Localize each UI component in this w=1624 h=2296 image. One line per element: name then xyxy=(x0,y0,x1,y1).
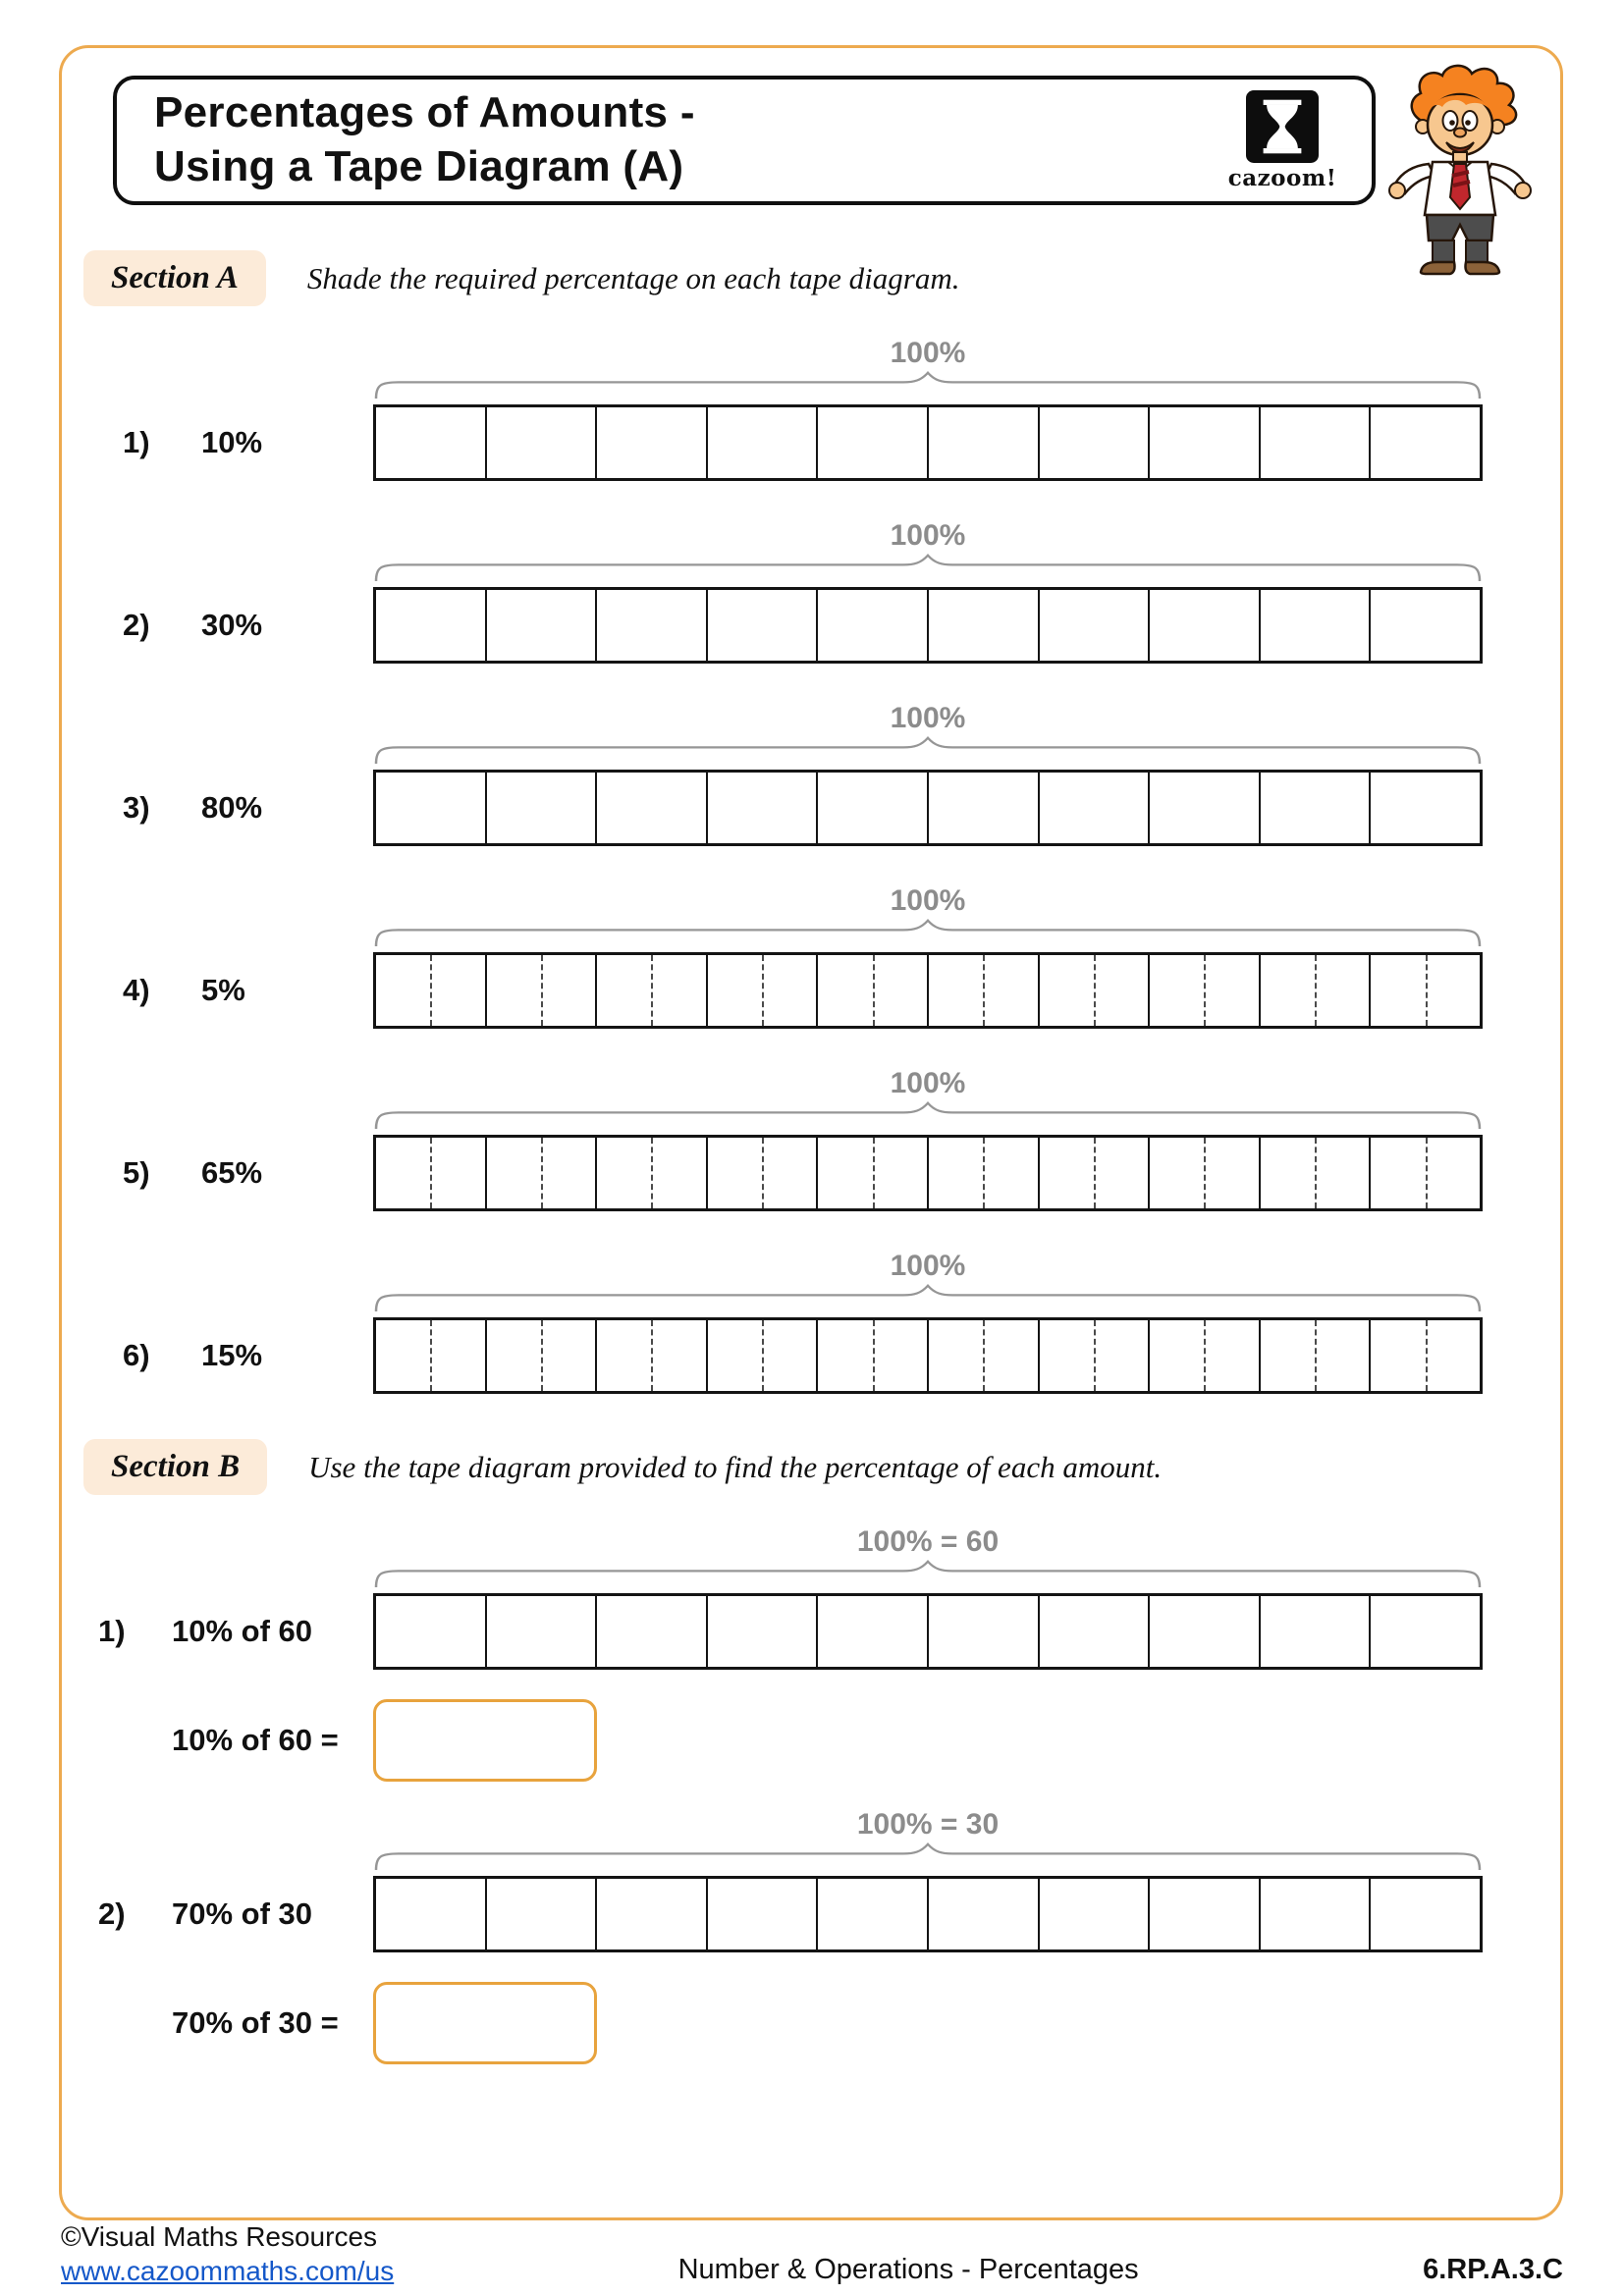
brace-group xyxy=(373,1066,1483,1129)
tape-diagram xyxy=(373,404,1483,481)
title-box xyxy=(113,76,1376,205)
brace-label: 100% xyxy=(890,337,966,369)
answer-box[interactable] xyxy=(373,1982,597,2064)
tape-cell[interactable] xyxy=(376,955,487,1026)
problem-number: 1) xyxy=(98,1614,126,1648)
tape-cell[interactable] xyxy=(1150,407,1261,478)
problem-value: 70% of 30 xyxy=(172,1896,313,1931)
footer-topic-label: Number & Operations - Percentages xyxy=(677,2254,1139,2285)
tape-row xyxy=(62,952,1560,1029)
section-a-header xyxy=(83,250,1560,306)
brace-label: 100% xyxy=(890,519,966,552)
brace-group xyxy=(373,1524,1483,1587)
tape-cell[interactable] xyxy=(1261,773,1372,843)
page-title-line1: Percentages of Amounts - xyxy=(154,88,695,137)
tape-cell[interactable] xyxy=(487,773,598,843)
brace-label: 100% xyxy=(890,1067,966,1099)
tape-cell[interactable] xyxy=(487,1879,598,1949)
tape-cell[interactable] xyxy=(929,590,1040,661)
tape-cell[interactable] xyxy=(818,590,929,661)
tape-cell[interactable] xyxy=(1150,955,1261,1026)
tape-cell[interactable] xyxy=(1371,1879,1480,1949)
section-b-instruction: Use the tape diagram provided to find the percentage of each amount. xyxy=(308,1449,1163,1484)
tape-cell[interactable] xyxy=(1040,1596,1151,1667)
tape-cell[interactable] xyxy=(597,773,708,843)
tape-row xyxy=(62,1135,1560,1211)
problem-row xyxy=(62,1249,1560,1394)
answer-label: 10% of 60 = xyxy=(172,1723,339,1757)
tape-cell[interactable] xyxy=(597,407,708,478)
tape-cell[interactable] xyxy=(487,955,598,1026)
brace-group xyxy=(373,518,1483,581)
brace-group xyxy=(373,1249,1483,1311)
problem-value: 30% xyxy=(201,608,263,642)
tape-cell[interactable] xyxy=(597,1138,708,1208)
problem-row xyxy=(62,336,1560,481)
tape-cell[interactable] xyxy=(1261,1596,1372,1667)
page-title-line2: Using a Tape Diagram (A) xyxy=(154,142,684,190)
tape-cell[interactable] xyxy=(597,1879,708,1949)
tape-cell[interactable] xyxy=(1371,1138,1480,1208)
tape-cell[interactable] xyxy=(708,407,819,478)
brace-label: 100% xyxy=(890,702,966,734)
tape-cell[interactable] xyxy=(818,773,929,843)
tape-cell[interactable] xyxy=(929,955,1040,1026)
tape-cell[interactable] xyxy=(929,1879,1040,1949)
tape-cell[interactable] xyxy=(487,590,598,661)
standard-code: 6.RP.A.3.C xyxy=(1423,2254,1563,2285)
answer-box[interactable] xyxy=(373,1699,597,1782)
tape-cell[interactable] xyxy=(818,407,929,478)
problem-number: 3) xyxy=(123,790,150,825)
tape-cell[interactable] xyxy=(708,590,819,661)
tape-cell[interactable] xyxy=(708,1320,819,1391)
curly-brace-icon xyxy=(373,1842,1483,1870)
tape-cell[interactable] xyxy=(1261,407,1372,478)
tape-cell[interactable] xyxy=(1040,1320,1151,1391)
tape-cell[interactable] xyxy=(929,1138,1040,1208)
worksheet-frame xyxy=(59,45,1563,2220)
brace-group xyxy=(373,883,1483,946)
header xyxy=(113,76,1560,205)
tape-diagram xyxy=(373,952,1483,1029)
tape-cell[interactable] xyxy=(708,1879,819,1949)
section-b-problems xyxy=(62,1524,1560,2064)
curly-brace-icon xyxy=(373,554,1483,581)
tape-cell[interactable] xyxy=(708,1138,819,1208)
tape-row xyxy=(62,404,1560,481)
problem-value: 65% xyxy=(201,1155,263,1190)
section-b-label: Section B xyxy=(83,1439,267,1495)
tape-cell[interactable] xyxy=(487,1138,598,1208)
curly-brace-icon xyxy=(373,1101,1483,1129)
tape-cell[interactable] xyxy=(376,407,487,478)
tape-cell[interactable] xyxy=(1040,1879,1151,1949)
tape-cell[interactable] xyxy=(708,1596,819,1667)
brace-group xyxy=(373,1807,1483,1870)
problem-row xyxy=(62,1524,1560,1782)
tape-cell[interactable] xyxy=(597,1320,708,1391)
mascot-illustration xyxy=(1381,62,1539,293)
tape-diagram xyxy=(373,1317,1483,1394)
tape-cell[interactable] xyxy=(1040,407,1151,478)
tape-cell[interactable] xyxy=(487,1596,598,1667)
tape-cell[interactable] xyxy=(376,1138,487,1208)
curly-brace-icon xyxy=(373,919,1483,946)
tape-diagram xyxy=(373,587,1483,664)
tape-cell[interactable] xyxy=(1040,590,1151,661)
tape-cell[interactable] xyxy=(929,407,1040,478)
tape-row xyxy=(62,1876,1560,1952)
curly-brace-icon xyxy=(373,371,1483,399)
tape-cell[interactable] xyxy=(1040,1138,1151,1208)
answer-row xyxy=(172,1982,1560,2064)
problem-value: 15% xyxy=(201,1338,263,1372)
tape-cell[interactable] xyxy=(376,1320,487,1391)
answer-label: 70% of 30 = xyxy=(172,2005,339,2040)
tape-cell[interactable] xyxy=(708,955,819,1026)
brace-label: 100% xyxy=(890,884,966,917)
tape-cell[interactable] xyxy=(1150,1879,1261,1949)
tape-cell[interactable] xyxy=(818,1596,929,1667)
tape-cell[interactable] xyxy=(929,1320,1040,1391)
tape-cell[interactable] xyxy=(487,1320,598,1391)
tape-diagram xyxy=(373,1593,1483,1670)
tape-cell[interactable] xyxy=(376,590,487,661)
problem-row xyxy=(62,518,1560,664)
curly-brace-icon xyxy=(373,736,1483,764)
tape-cell[interactable] xyxy=(929,773,1040,843)
tape-cell[interactable] xyxy=(1261,1320,1372,1391)
tape-cell[interactable] xyxy=(487,407,598,478)
cazoom-logo xyxy=(1218,90,1346,191)
footer-website-link[interactable]: www.cazoommaths.com/us xyxy=(61,2256,395,2286)
problem-value: 80% xyxy=(201,790,263,825)
tape-cell[interactable] xyxy=(1261,590,1372,661)
tape-cell[interactable] xyxy=(1261,955,1372,1026)
brace-label: 100% = 30 xyxy=(856,1808,1000,1841)
tape-diagram xyxy=(373,1135,1483,1211)
page-title xyxy=(154,86,695,193)
tape-cell[interactable] xyxy=(376,1596,487,1667)
tape-row xyxy=(62,587,1560,664)
problem-row xyxy=(62,1066,1560,1211)
problem-number: 2) xyxy=(123,608,150,642)
section-a-instruction: Shade the required percentage on each tape diagram. xyxy=(306,260,960,295)
brace-label: 100% xyxy=(890,1250,966,1282)
tape-cell[interactable] xyxy=(929,1596,1040,1667)
problem-number: 1) xyxy=(123,425,150,459)
section-a-label: Section A xyxy=(83,250,266,306)
tape-cell[interactable] xyxy=(1371,407,1480,478)
footer-left xyxy=(61,2219,394,2288)
curly-brace-icon xyxy=(373,1560,1483,1587)
tape-cell[interactable] xyxy=(1261,1879,1372,1949)
section-b-header xyxy=(83,1439,1560,1495)
hourglass-icon xyxy=(1246,90,1319,163)
section-a-problems xyxy=(62,336,1560,1394)
problem-number: 6) xyxy=(123,1338,150,1372)
tape-cell[interactable] xyxy=(1371,1320,1480,1391)
tape-cell[interactable] xyxy=(1371,1596,1480,1667)
tape-cell[interactable] xyxy=(818,1320,929,1391)
problem-number: 4) xyxy=(123,973,150,1007)
mascot-svg xyxy=(1381,62,1539,293)
tape-cell[interactable] xyxy=(376,773,487,843)
tape-cell[interactable] xyxy=(1371,955,1480,1026)
tape-cell[interactable] xyxy=(818,955,929,1026)
answer-row xyxy=(172,1699,1560,1782)
tape-cell[interactable] xyxy=(597,590,708,661)
tape-cell[interactable] xyxy=(1261,1138,1372,1208)
logo-text: cazoom! xyxy=(1227,164,1337,191)
tape-cell[interactable] xyxy=(1371,773,1480,843)
footer xyxy=(0,2219,1624,2288)
tape-cell[interactable] xyxy=(1371,590,1480,661)
tape-cell[interactable] xyxy=(1150,1138,1261,1208)
problem-value: 10% xyxy=(201,425,263,459)
tape-cell[interactable] xyxy=(818,1879,929,1949)
curly-brace-icon xyxy=(373,1284,1483,1311)
problem-row xyxy=(62,701,1560,846)
problem-row xyxy=(62,883,1560,1029)
tape-cell[interactable] xyxy=(708,773,819,843)
tape-cell[interactable] xyxy=(1040,955,1151,1026)
tape-cell[interactable] xyxy=(1150,590,1261,661)
problem-number: 5) xyxy=(123,1155,150,1190)
tape-cell[interactable] xyxy=(1040,773,1151,843)
copyright-text: ©Visual Maths Resources xyxy=(61,2221,378,2252)
tape-cell[interactable] xyxy=(597,1596,708,1667)
problem-value: 10% of 60 xyxy=(172,1614,313,1648)
tape-cell[interactable] xyxy=(1150,1596,1261,1667)
problem-row xyxy=(62,1807,1560,2064)
brace-label: 100% = 60 xyxy=(856,1525,1000,1558)
tape-row xyxy=(62,1317,1560,1394)
brace-group xyxy=(373,701,1483,764)
brace-group xyxy=(373,336,1483,399)
tape-row xyxy=(62,770,1560,846)
tape-cell[interactable] xyxy=(597,955,708,1026)
problem-value: 5% xyxy=(201,973,245,1007)
tape-cell[interactable] xyxy=(376,1879,487,1949)
tape-row xyxy=(62,1593,1560,1670)
tape-cell[interactable] xyxy=(1150,773,1261,843)
tape-diagram xyxy=(373,770,1483,846)
tape-cell[interactable] xyxy=(1150,1320,1261,1391)
tape-cell[interactable] xyxy=(818,1138,929,1208)
problem-number: 2) xyxy=(98,1896,126,1931)
tape-diagram xyxy=(373,1876,1483,1952)
